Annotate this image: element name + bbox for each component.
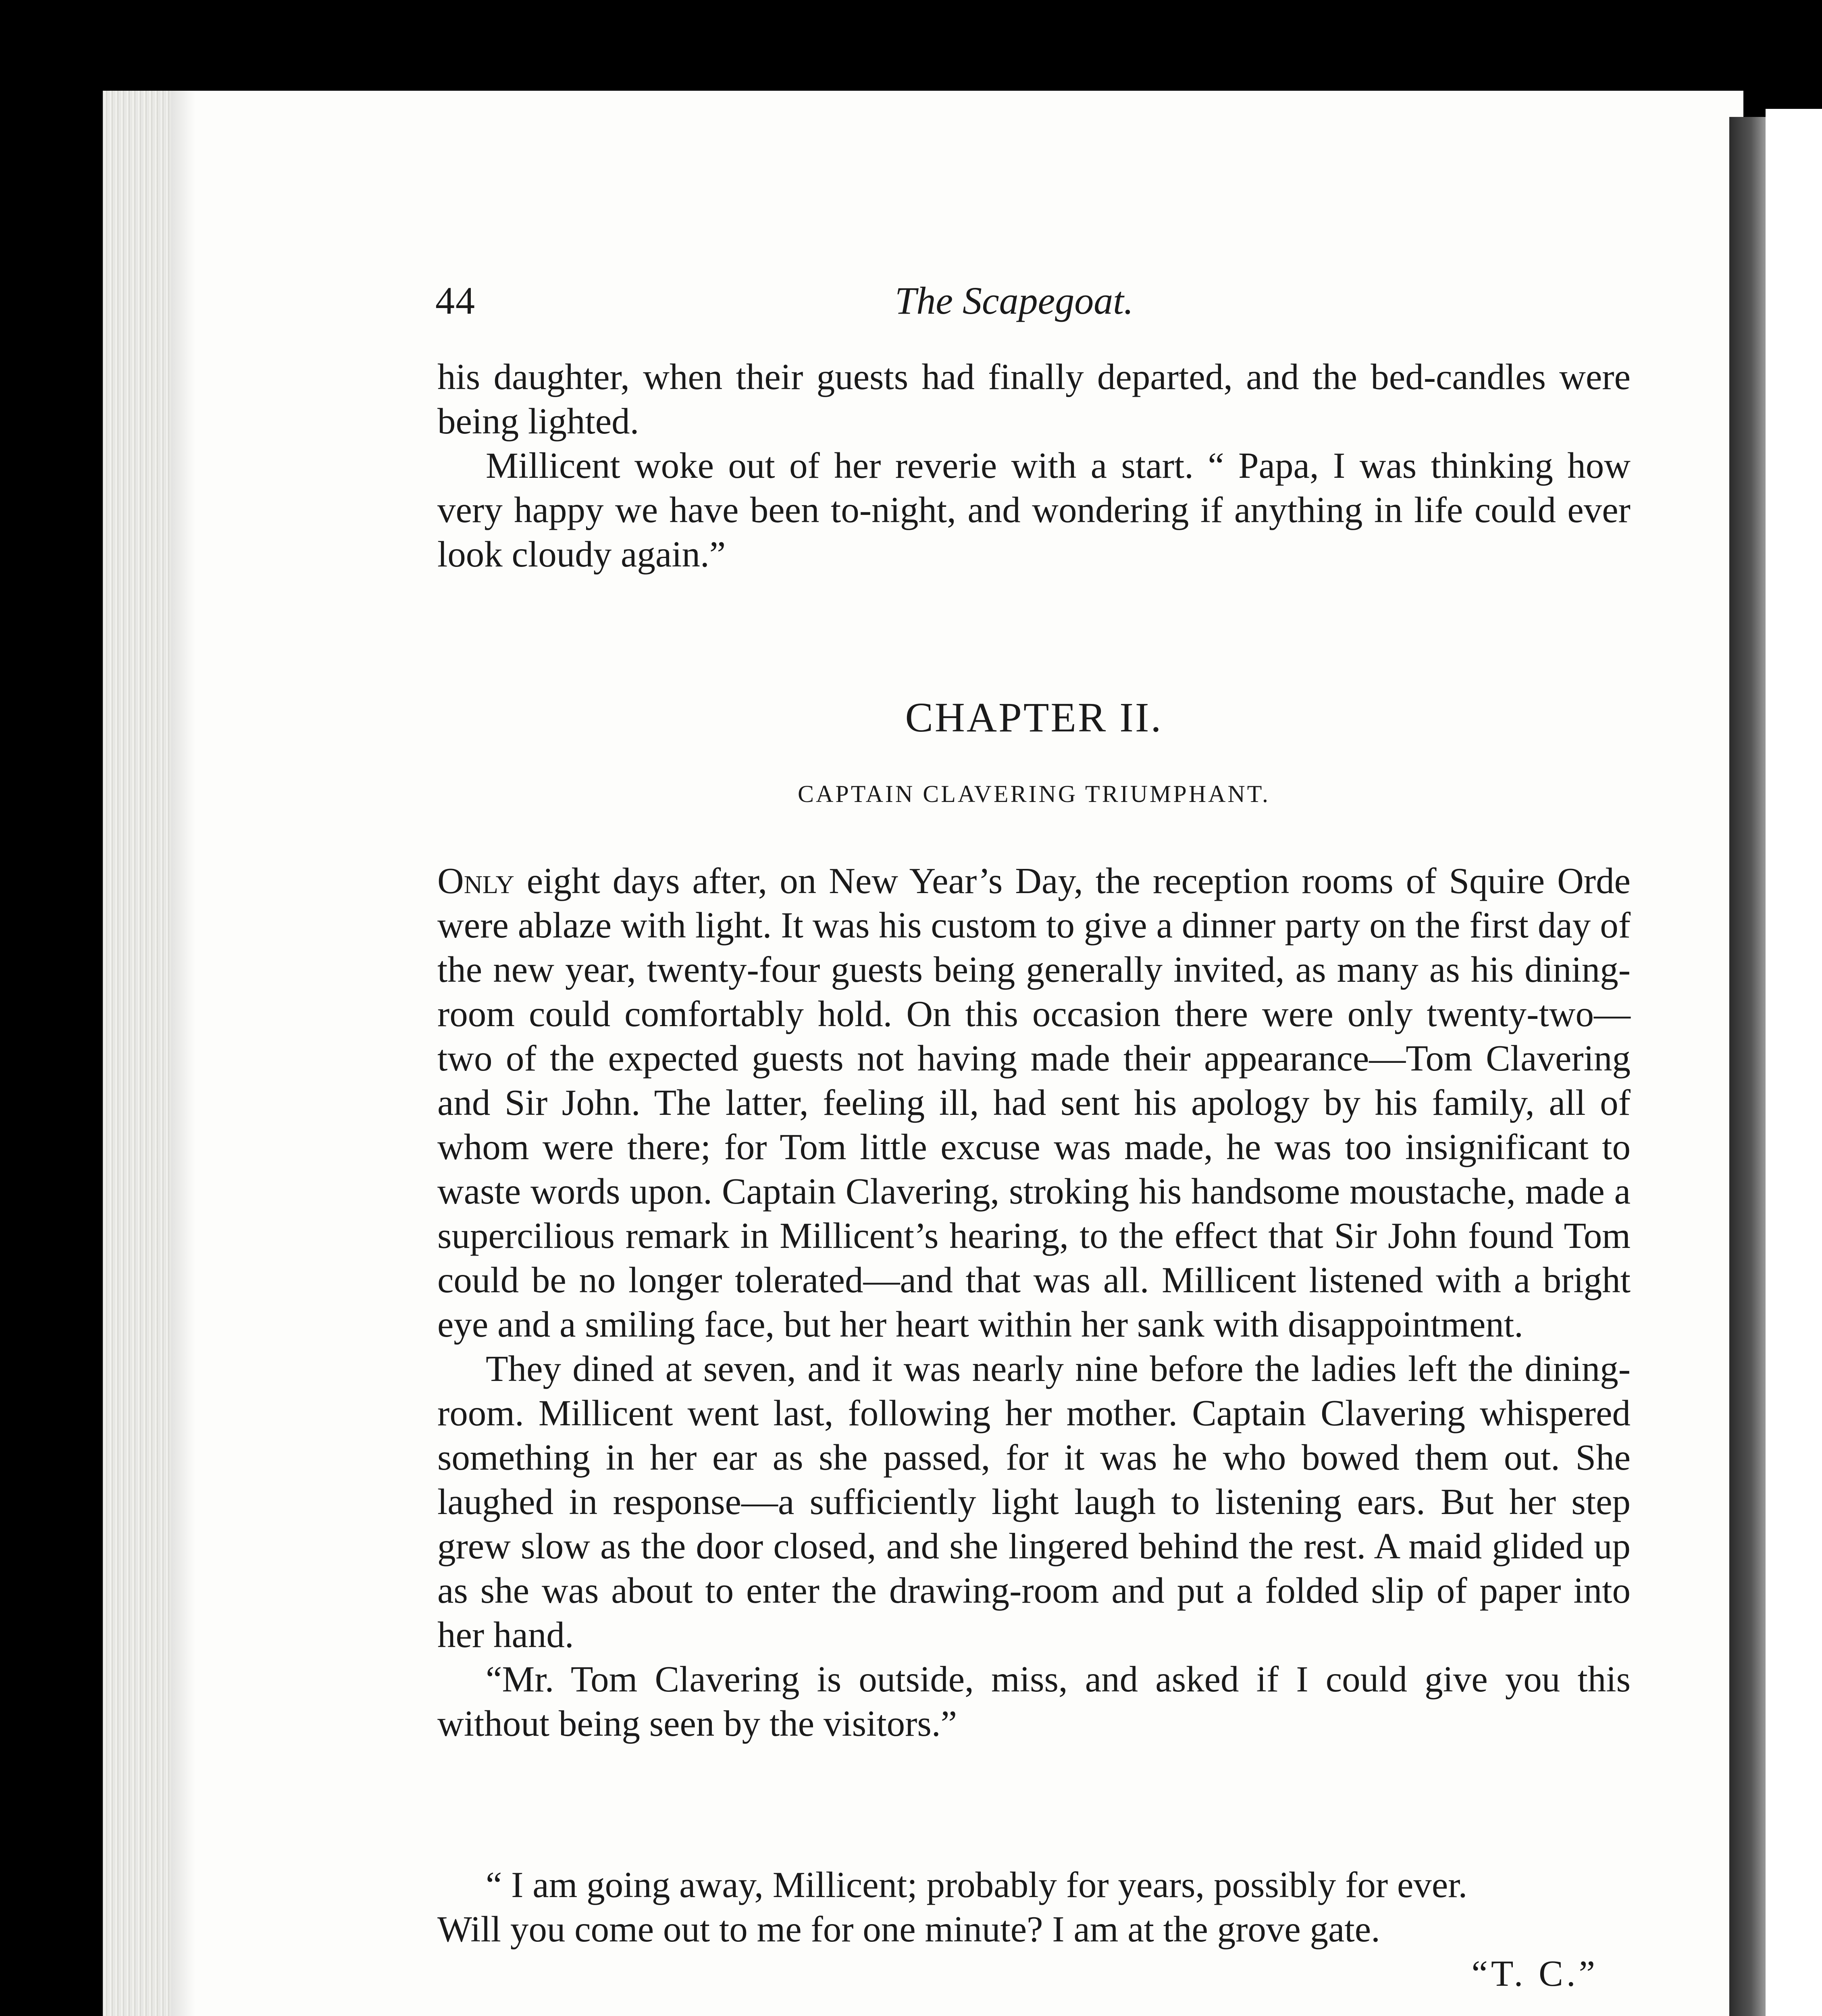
running-header xyxy=(435,278,1633,327)
opening-text xyxy=(437,355,1631,577)
paragraph: Millicent woke out of her reverie with a start. “ Papa, I was thinking how very happy we have been to-night, and wondering if anything in life could ever look cloudy again.” xyxy=(437,445,1631,575)
note-line: Will you come out to me for one minute? I am at the grove gate. xyxy=(437,1909,1380,1949)
note-line: “ I am going away, Millicent; probably for years, possibly for ever. xyxy=(486,1864,1468,1905)
chapter-subtitle: CAPTAIN CLAVERING TRIUMPHANT. xyxy=(798,781,1270,807)
running-title: The Scapegoat. xyxy=(895,279,1134,322)
paragraph-text: eight days after, on New Year’s Day, the reception rooms of Squire Orde were ablaze with light. It was his custom to give a dinner party on the first day of the new year, twenty-four guests being generally invited, as many as his dining-room could comfortably hold. On this occasion there were only twenty-two—two of the expected guests not having made their appearance—Tom Clavering and Sir John. The latter, feeling ill, had sent his apology by his family, all of whom were there; for Tom little excuse was made, he was too insignificant to waste words upon. Captain Clavering, stroking his handsome moustache, made a supercilious remark in Millicent’s hearing, to the effect that Sir John found Tom could be no longer tolerated—and that was all. Millicent listened with a bright eye and a smiling face, but her heart within her sank with disappointment. xyxy=(437,860,1631,1345)
note-signature: “T. C.” xyxy=(1471,1953,1598,1994)
letter-note xyxy=(437,1863,1631,1996)
facing-page-edge xyxy=(1766,109,1822,2016)
chapter-title: CHAPTER II. xyxy=(905,694,1163,741)
gutter-shadow xyxy=(171,91,196,2016)
book-edge xyxy=(1729,117,1766,2016)
paragraph: They dined at seven, and it was nearly nine before the ladies left the dining-room. Millicent went last, following her mother. Captain Clavering whispered something in her ear as she passed, for it was he who bowed them out. She laughed in response—a sufficiently light laugh to listening ears. But her step grew slow as the door closed, and she lingered behind the rest. A maid glided up as she was about to enter the drawing-room and put a folded slip of paper into her hand. xyxy=(437,1348,1631,1655)
page-gutter xyxy=(103,91,171,2016)
paragraph: his daughter, when their guests had finally departed, and the bed-candles were being lighted. xyxy=(437,356,1631,442)
page-number: 44 xyxy=(435,279,476,322)
chapter-text xyxy=(437,859,1631,1746)
paragraph xyxy=(437,859,1631,1347)
paragraph: “Mr. Tom Clavering is outside, miss, and asked if I could give you this without being seen by the visitors.” xyxy=(437,1659,1631,1744)
drop-lead-word: Only xyxy=(437,860,514,901)
